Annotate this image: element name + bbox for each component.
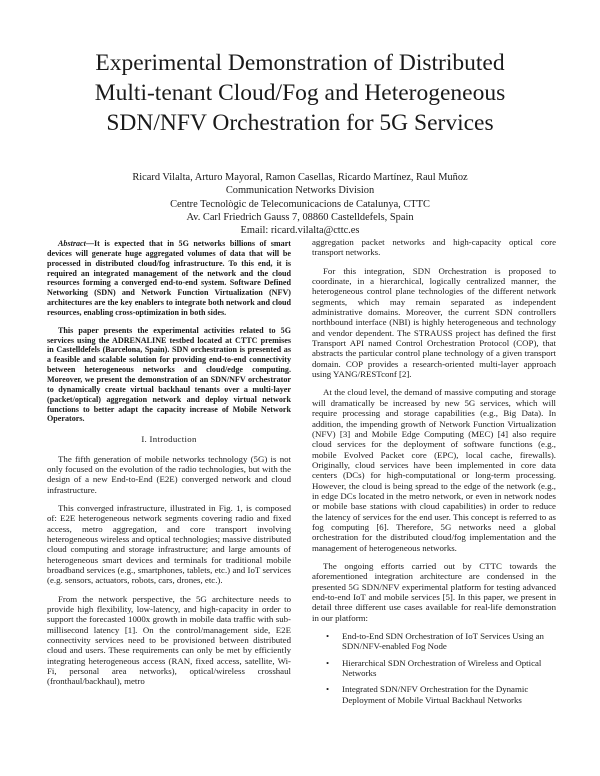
section-heading-introduction: I. Introduction [141, 434, 197, 445]
right-column [312, 237, 556, 711]
use-case-item-2 [312, 658, 556, 679]
left-column [47, 239, 291, 695]
intro-paragraph-2: This converged infrastructure, illustrated in Fig. 1, is composed of: E2E heterogeneous network segments covering radio and fixed access, metro aggregation, and core transport involving heterogeneous wireless and optical technologies; massive distributed cloud computing and storage infrastructure; and large amounts of heterogeneous smart devices and terminals for traditional mobile broadband services (e.g., smartphones, tablets, etc.) and IoT services (e.g. sensors, actuators, robots, cars, drones, etc.). [47, 502, 291, 586]
intro-paragraph-1: The fifth generation of mobile networks technology (5G) is not only focused on the evolution of the radio technologies, but with the design of a new End-to-End (E2E) converged network and cloud infrastructure. [47, 453, 291, 495]
author-block [40, 171, 560, 237]
use-case-text-3: Integrated SDN/NFV Orchestration for the Dynamic Deployment of Mobile Virtual Backhaul Networks [342, 684, 529, 705]
title-line-2: Multi-tenant Cloud/Fog and Heterogeneous [94, 80, 506, 106]
paper-title [40, 48, 560, 138]
bullet-icon: • [326, 657, 330, 668]
affiliation-email: Email: ricard.vilalta@cttc.es [240, 225, 360, 237]
use-case-item-3 [312, 684, 556, 705]
intro-paragraph-3: From the network perspective, the 5G architecture needs to provide high flexibility, low-latency, and high-capacity in order to support the forecasted 1000x growth in mobile data traffic with sub-millisecond latency [1]. On the control/management side, E2E connectivity services need to be provisioned between distributed cloud and users. These requirements can only be met by efficiently integrating heterogeneous access (RAN, fixed access, satellite, Wi-Fi, personal area networks), optical/wireless crosshaul (fronthaul/backhaul), metro [47, 593, 291, 687]
bullet-icon: • [326, 631, 330, 642]
use-case-text-1: End-to-End SDN Orchestration of IoT Services Using an SDN/NFV-enabled Fog Node [342, 631, 544, 652]
right-paragraph-2: At the cloud level, the demand of massive computing and storage will dramatically be increased by new 5G services, which will require processing and storage capabilities (e.g., Big Data). In addition, the impending growth of Network Function Virtualization (NFV) [3] and Mobile Edge Computing (MEC) [4] also require cloud services for the deployment of software functions (e.g., mobile Evolved Packet core (EPC), local cache, firewalls). Originally, cloud services have been implemented in core data centers (DCs) for high-computational or long-term processing. However, the cloud is being spread to the edge of the network (e.g., in edge DCs located in the metro network, or even in network nodes or mobile base stations with cloud capabilities) in order to reduce the latency of services for the end user. This concept is referred to as fog computing [6]. Therefore, 5G networks need a global orchestration for the distributed cloud/fog implementation and the management of heterogeneous networks. [312, 387, 556, 553]
author-names: Ricard Vilalta, Arturo Mayoral, Ramon Casellas, Ricardo Martínez, Raul Muñoz [132, 172, 468, 183]
use-case-list [312, 631, 556, 705]
title-line-1: Experimental Demonstration of Distributed [95, 50, 505, 76]
abstract-paragraph-2: This paper presents the experimental activities related to 5G services using the ADRENALINE testbed located at CTTC premises in Castelldefels (Barcelona, Spain). SDN orchestration is presented as a feasible and scalable solution for providing end-to-end connectivity between heterogeneous networks and cloud/edge computing. Moreover, we present the demonstration of an SDN/NFV orchestrator to dynamically create virtual backhaul tenants over a multi-layer (packet/optical) aggregation network and deploy virtual network functions to better adapt the capacity increase of Mobile Network Operators. [47, 325, 291, 424]
title-line-3: SDN/NFV Orchestration for 5G Services [106, 110, 494, 136]
affiliation-address: Av. Carl Friedrich Gauss 7, 08860 Castelldefels, Spain [186, 211, 414, 223]
right-paragraph-3: The ongoing efforts carried out by CTTC towards the aforementioned integration architecture are condensed in the presented 5G SDN/NFV experimental platform for testing advanced end-to-end IoT and mobile services [5]. In this paper, we present in detail three different use cases available for real-life demonstration in our platform: [312, 560, 556, 623]
bullet-icon: • [326, 684, 330, 695]
right-paragraph-continuation: aggregation packet networks and high-capacity optical core transport networks. [312, 237, 556, 258]
abstract-label: Abstract [58, 239, 86, 248]
abstract-text-1: —It is expected that in 5G networks billions of smart devices will generate huge aggregated volumes of data that will be processed in distributed cloud/fog infrastructure. To this end, it is required an integrated management of the network and the cloud resources forming a converged end-to-end system. Software Defined Networking (SDN) and Network Function Virtualization (NFV) architectures are the key enablers to integrate both network and cloud resources, enabling cross-optimization in both sides. [47, 239, 291, 317]
use-case-text-2: Hierarchical SDN Orchestration of Wireless and Optical Networks [342, 657, 542, 679]
affiliation-centre: Centre Tecnològic de Telecomunicacions de Catalunya, CTTC [170, 198, 430, 210]
affiliation-division: Communication Networks Division [225, 185, 375, 197]
right-paragraph-1: For this integration, SDN Orchestration is proposed to coordinate, in a hierarchical, logically centralized manner, the heterogeneous control plane technologies of the different network segments, which may remain separated as independent administrative domains. Moreover, the current SDN controllers northbound interface (NBI) is highly heterogeneous and technology and vendor dependent. The STRAUSS project has defined the first Transport API named Control Orchestration Protocol (COP), that abstracts the particular control plane technology of a given transport domain. COP provides a research-oriented multi-layer approach using YANG/RESTconf [2]. [312, 265, 556, 380]
abstract-paragraph-1 [47, 239, 291, 318]
use-case-item-1 [312, 631, 556, 652]
